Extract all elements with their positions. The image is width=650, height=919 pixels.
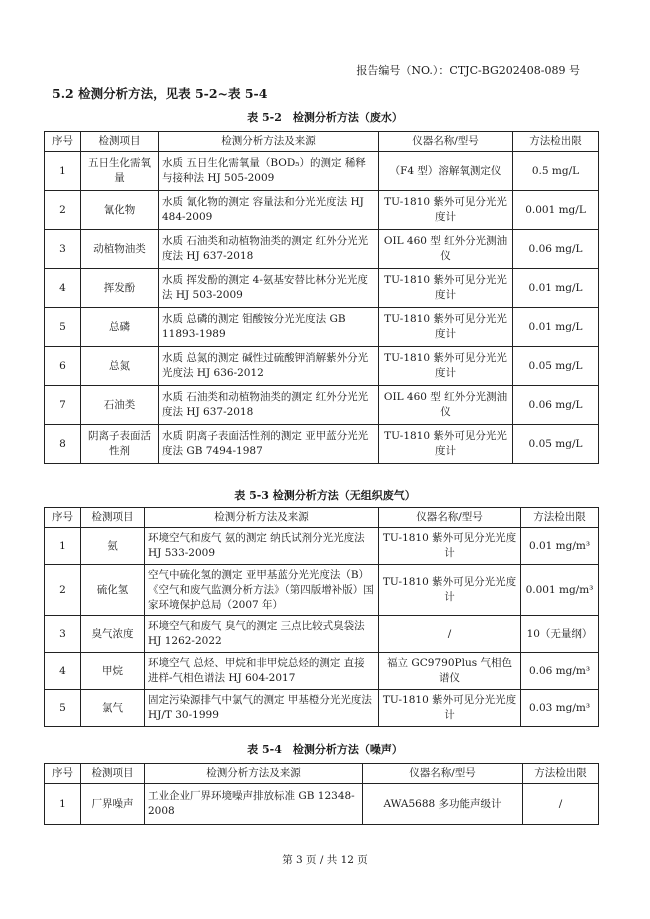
row-instrument: TU-1810 紫外可见分光光度计 [379,308,513,347]
row-limit: 0.06 mg/L [513,230,599,269]
row-instrument: TU-1810 紫外可见分光光度计 [379,425,513,464]
row-method: 水质 石油类和动植物油类的测定 红外分光光度法 HJ 637-2018 [159,230,379,269]
header-instrument: 仪器名称/型号 [379,508,521,528]
table-row [45,347,599,386]
row-method: 环境空气和废气 臭气的测定 三点比较式臭袋法 HJ 1262-2022 [145,616,379,653]
header-no: 序号 [45,132,81,152]
header-item: 检测项目 [81,508,145,528]
table-row [45,269,599,308]
row-limit: 0.01 mg/L [513,269,599,308]
table-5-4 [44,763,599,825]
header-method: 检测分析方法及来源 [145,764,363,784]
row-method: 水质 石油类和动植物油类的测定 红外分光光度法 HJ 637-2018 [159,386,379,425]
row-no: 5 [45,308,81,347]
row-item: 动植物油类 [81,230,159,269]
row-limit: 0.05 mg/L [513,425,599,464]
row-limit: 0.06 mg/L [513,386,599,425]
table-header-row [45,132,599,152]
row-no: 5 [45,690,81,727]
row-no: 8 [45,425,81,464]
table-row [45,425,599,464]
row-instrument: OIL 460 型 红外分光测油仪 [379,230,513,269]
row-item: 总磷 [81,308,159,347]
table-row [45,308,599,347]
table-row [45,690,599,727]
row-no: 2 [45,191,81,230]
row-method: 工业企业厂界环境噪声排放标准 GB 12348-2008 [145,784,363,825]
header-limit: 方法检出限 [521,508,599,528]
header-item: 检测项目 [81,132,159,152]
header-limit: 方法检出限 [523,764,599,784]
header-instrument: 仪器名称/型号 [363,764,523,784]
row-limit: 10（无量纲） [521,616,599,653]
row-no: 6 [45,347,81,386]
header-method: 检测分析方法及来源 [159,132,379,152]
row-method: 水质 氰化物的测定 容量法和分光光度法 HJ 484-2009 [159,191,379,230]
row-method: 水质 总磷的测定 钼酸铵分光光度法 GB 11893-1989 [159,308,379,347]
table-header-row [45,764,599,784]
table-row [45,230,599,269]
row-limit: 0.01 mg/L [513,308,599,347]
table-row [45,784,599,825]
row-item: 石油类 [81,386,159,425]
row-item: 甲烷 [81,653,145,690]
row-item: 厂界噪声 [81,784,145,825]
row-instrument: TU-1810 紫外可见分光光度计 [379,690,521,727]
row-method: 水质 五日生化需氧量（BOD₅）的测定 稀释与接种法 HJ 505-2009 [159,152,379,191]
row-no: 4 [45,653,81,690]
table-header-row [45,508,599,528]
row-method: 空气中硫化氢的测定 亚甲基蓝分光光度法（B）《空气和废气监测分析方法》（第四版增补版）国家环境保护总局（2007 年） [145,565,379,616]
row-instrument: OIL 460 型 红外分光测油仪 [379,386,513,425]
table-row [45,653,599,690]
row-no: 3 [45,616,81,653]
row-instrument: / [379,616,521,653]
row-item: 硫化氢 [81,565,145,616]
page-number: 第 3 页 / 共 12 页 [282,854,368,866]
table-5-2-caption: 表 5-2 检测分析方法（废水） [247,111,403,124]
section-title: 5.2 检测分析方法，见表 5-2~表 5-4 [52,86,268,101]
row-method: 环境空气和废气 氨的测定 纳氏试剂分光光度法 HJ 533-2009 [145,528,379,565]
row-limit: 0.06 mg/m³ [521,653,599,690]
table-5-3 [44,507,599,727]
table-row [45,616,599,653]
row-instrument: （F4 型）溶解氧测定仪 [379,152,513,191]
row-no: 7 [45,386,81,425]
row-instrument: 福立 GC9790Plus 气相色谱仪 [379,653,521,690]
row-item: 氯气 [81,690,145,727]
table-5-2 [44,131,599,464]
row-method: 水质 阴离子表面活性剂的测定 亚甲蓝分光光度法 GB 7494-1987 [159,425,379,464]
row-item: 阴离子表面活性剂 [81,425,159,464]
row-limit: 0.5 mg/L [513,152,599,191]
table-5-4-caption: 表 5-4 检测分析方法（噪声） [247,743,403,756]
row-instrument: TU-1810 紫外可见分光光度计 [379,191,513,230]
row-no: 1 [45,528,81,565]
row-limit: 0.01 mg/m³ [521,528,599,565]
row-limit: 0.05 mg/L [513,347,599,386]
row-item: 五日生化需氧量 [81,152,159,191]
row-no: 1 [45,784,81,825]
row-no: 3 [45,230,81,269]
header-method: 检测分析方法及来源 [145,508,379,528]
row-instrument: TU-1810 紫外可见分光光度计 [379,269,513,308]
row-no: 1 [45,152,81,191]
row-limit: 0.001 mg/m³ [521,565,599,616]
row-limit: / [523,784,599,825]
row-no: 4 [45,269,81,308]
header-no: 序号 [45,764,81,784]
table-row [45,565,599,616]
table-row [45,528,599,565]
row-instrument: TU-1810 紫外可见分光光度计 [379,347,513,386]
row-item: 臭气浓度 [81,616,145,653]
row-instrument: TU-1810 紫外可见分光光度计 [379,565,521,616]
row-item: 氨 [81,528,145,565]
header-instrument: 仪器名称/型号 [379,132,513,152]
header-limit: 方法检出限 [513,132,599,152]
row-item: 氰化物 [81,191,159,230]
row-method: 固定污染源排气中氯气的测定 甲基橙分光光度法 HJ/T 30-1999 [145,690,379,727]
table-row [45,191,599,230]
table-row [45,152,599,191]
row-item: 总氮 [81,347,159,386]
row-method: 水质 总氮的测定 碱性过硫酸钾消解紫外分光光度法 HJ 636-2012 [159,347,379,386]
row-method: 环境空气 总烃、甲烷和非甲烷总烃的测定 直接进样-气相色谱法 HJ 604-2017 [145,653,379,690]
row-method: 水质 挥发酚的测定 4-氨基安替比林分光光度法 HJ 503-2009 [159,269,379,308]
header-no: 序号 [45,508,81,528]
report-number: 报告编号（NO.）：CTJC-BG202408-089 号 [356,64,580,77]
row-instrument: TU-1810 紫外可见分光光度计 [379,528,521,565]
header-item: 检测项目 [81,764,145,784]
row-limit: 0.001 mg/L [513,191,599,230]
table-row [45,386,599,425]
row-instrument: AWA5688 多功能声级计 [363,784,523,825]
table-5-3-caption: 表 5-3 检测分析方法（无组织废气） [234,489,416,502]
row-limit: 0.03 mg/m³ [521,690,599,727]
row-item: 挥发酚 [81,269,159,308]
row-no: 2 [45,565,81,616]
